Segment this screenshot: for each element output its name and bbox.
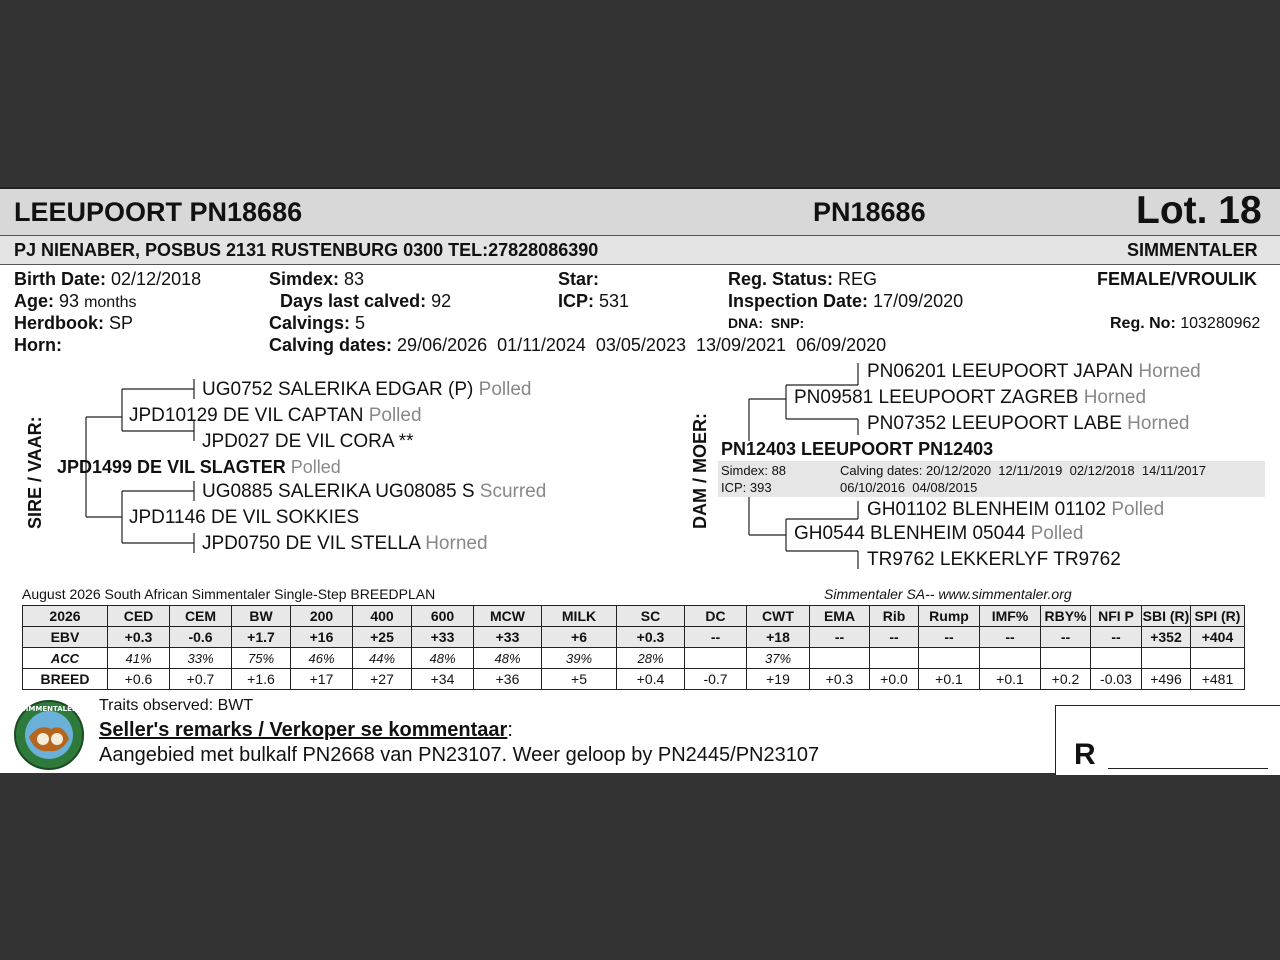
sire-sire-dam: JPD027 DE VIL CORA **	[202, 431, 414, 452]
horn-label: Horn:	[14, 335, 62, 355]
reg-status: Reg. Status: REG	[728, 269, 878, 289]
ebv-cell: BW	[232, 606, 291, 627]
ebv-cell: -0.7	[685, 669, 747, 690]
dam-dam-sire: GH01102 BLENHEIM 01102 Polled	[867, 499, 1165, 520]
herdbook: Herdbook: SP	[14, 313, 134, 333]
ebv-cell: 200	[291, 606, 353, 627]
icp: ICP: 531	[558, 291, 630, 311]
r-box	[1055, 705, 1280, 775]
dam-sire: PN09581 LEEUPOORT ZAGREB Horned	[794, 387, 1147, 408]
ebv-cell: +6	[542, 627, 617, 648]
sire-dam-dam: JPD0750 DE VIL STELLA Horned	[202, 533, 488, 554]
ebv-cell: +36	[474, 669, 542, 690]
ebv-cell	[1142, 648, 1191, 669]
ebv-cell: EBV	[23, 627, 108, 648]
breedplan-title: August 2026 South African Simmentaler Single-Step BREEDPLAN	[22, 586, 436, 602]
ebv-cell: CWT	[747, 606, 810, 627]
ebv-cell: MILK	[542, 606, 617, 627]
ebv-cell: 2026	[23, 606, 108, 627]
ebv-cell: NFI P	[1091, 606, 1142, 627]
ebv-cell: 48%	[474, 648, 542, 669]
sire-sire-sire: UG0752 SALERIKA EDGAR (P) Polled	[202, 379, 532, 400]
ebv-cell: +481	[1191, 669, 1245, 690]
ebv-cell: 39%	[542, 648, 617, 669]
dam-calving-dates: Calving dates: 20/12/2020 12/11/2019 02/12/2018 14/11/2017	[840, 463, 1206, 478]
owner-line: PJ NIENABER, POSBUS 2131 RUSTENBURG 0300 TEL:27828086390	[14, 240, 599, 260]
ebv-cell: -0.03	[1091, 669, 1142, 690]
ebv-cell: -0.6	[170, 627, 232, 648]
ebv-cell: 75%	[232, 648, 291, 669]
sire-dam-sire: UG0885 SALERIKA UG08085 S Scurred	[202, 481, 547, 502]
ebv-cell: +0.3	[108, 627, 170, 648]
ebv-cell	[980, 648, 1041, 669]
ebv-cell: EMA	[810, 606, 870, 627]
ebv-cell: --	[810, 627, 870, 648]
ebv-cell: BREED	[23, 669, 108, 690]
ebv-cell: IMF%	[980, 606, 1041, 627]
ebv-cell: 48%	[412, 648, 474, 669]
ebv-cell: +1.7	[232, 627, 291, 648]
ebv-cell: SPI (R)	[1191, 606, 1245, 627]
dam-sire-dam: PN07352 LEEUPOORT LABE Horned	[867, 413, 1190, 434]
ebv-cell: +18	[747, 627, 810, 648]
lot-card	[0, 187, 1280, 773]
ebv-cell	[870, 648, 919, 669]
dna-snp: DNA: SNP:	[728, 315, 805, 331]
ebv-cell: +0.4	[617, 669, 685, 690]
ebv-cell: +0.1	[980, 669, 1041, 690]
ebv-cell: --	[1091, 627, 1142, 648]
ebv-cell: 44%	[353, 648, 412, 669]
traits-observed: Traits observed: BWT	[99, 697, 254, 714]
simdex: Simdex: 83	[269, 269, 365, 289]
sex: FEMALE/VROULIK	[1097, 269, 1257, 289]
ebv-cell	[1041, 648, 1091, 669]
sire-label: SIRE / VAAR:	[25, 416, 45, 529]
inspection-date: Inspection Date: 17/09/2020	[728, 291, 964, 311]
lot-number: Lot. 18	[1136, 189, 1262, 232]
star-label: Star:	[558, 269, 600, 289]
ebv-table	[22, 605, 1245, 690]
ebv-cell: +25	[353, 627, 412, 648]
birth-date: Birth Date: 02/12/2018	[14, 269, 202, 289]
acc-row	[23, 648, 1245, 669]
sire-dam: JPD1146 DE VIL SOKKIES	[129, 507, 360, 528]
dam-dam-dam: TR9762 LEKKERLYF TR9762	[867, 549, 1121, 570]
ebv-cell: +0.2	[1041, 669, 1091, 690]
ebv-cell: DC	[685, 606, 747, 627]
remarks-title: Seller's remarks / Verkoper se kommentaar:	[99, 719, 513, 741]
ebv-cell: 41%	[108, 648, 170, 669]
age: Age: 93 months	[14, 291, 137, 311]
ebv-cell: +0.3	[810, 669, 870, 690]
reg-code: PN18686	[813, 197, 926, 227]
ebv-cell	[1091, 648, 1142, 669]
ebv-cell: SBI (R)	[1142, 606, 1191, 627]
ebv-cell: MCW	[474, 606, 542, 627]
ebv-cell: 37%	[747, 648, 810, 669]
dam-dam: GH0544 BLENHEIM 05044 Polled	[794, 523, 1084, 544]
ebv-cell: +352	[1142, 627, 1191, 648]
ebv-cell: SC	[617, 606, 685, 627]
ebv-cell: +0.1	[919, 669, 980, 690]
ebv-cell: Rib	[870, 606, 919, 627]
ebv-cell: +404	[1191, 627, 1245, 648]
ebv-cell: 28%	[617, 648, 685, 669]
ebv-cell: +496	[1142, 669, 1191, 690]
ebv-cell: +33	[412, 627, 474, 648]
ebv-cell: +0.6	[108, 669, 170, 690]
ebv-cell: Rump	[919, 606, 980, 627]
ebv-cell: ACC	[23, 648, 108, 669]
ebv-cell: 33%	[170, 648, 232, 669]
ebv-cell: --	[685, 627, 747, 648]
ebv-cell: +0.3	[617, 627, 685, 648]
simmentaler-logo	[13, 699, 85, 771]
ebv-cell: CED	[108, 606, 170, 627]
animal-name: LEEUPOORT PN18686	[14, 197, 303, 227]
sire: JPD1499 DE VIL SLAGTER Polled	[57, 457, 341, 477]
ebv-cell	[810, 648, 870, 669]
dam-name: PN12403 LEEUPOORT PN12403	[721, 439, 994, 459]
ebv-cell: --	[1041, 627, 1091, 648]
ebv-cell: 600	[412, 606, 474, 627]
ebv-cell: 400	[353, 606, 412, 627]
ebv-cell: --	[980, 627, 1041, 648]
ebv-cell: +34	[412, 669, 474, 690]
breed-avg-row	[23, 669, 1245, 690]
sire-sire: JPD10129 DE VIL CAPTAN Polled	[129, 405, 422, 426]
calvings: Calvings: 5	[269, 313, 366, 333]
ebv-header-row	[23, 606, 1245, 627]
ebv-cell: --	[919, 627, 980, 648]
ebv-cell: +16	[291, 627, 353, 648]
dam-simdex: Simdex: 88	[721, 463, 787, 478]
dam-label: DAM / MOER:	[690, 413, 710, 529]
dam-calving-dates-2: 06/10/2016 04/08/2015	[840, 480, 978, 495]
ebv-cell: +19	[747, 669, 810, 690]
ebv-cell: +33	[474, 627, 542, 648]
ebv-cell: +0.7	[170, 669, 232, 690]
ebv-cell	[1191, 648, 1245, 669]
ebv-cell: +27	[353, 669, 412, 690]
reg-no: Reg. No: 103280962	[1110, 315, 1261, 332]
ebv-cell: RBY%	[1041, 606, 1091, 627]
dam-sire-sire: PN06201 LEEUPOORT JAPAN Horned	[867, 361, 1201, 382]
ebv-cell: --	[870, 627, 919, 648]
calving-dates: Calving dates: 29/06/2026 01/11/2024 03/05/2023 13/09/2021 06/09/2020	[269, 335, 887, 355]
remarks-text: Aangebied met bulkalf PN2668 van PN23107. Weer geloop by PN2445/PN23107	[99, 744, 820, 766]
dam-icp: ICP: 393	[721, 480, 772, 495]
breedplan-site: Simmentaler SA-- www.simmentaler.org	[824, 586, 1072, 602]
breed-label: SIMMENTALER	[1127, 240, 1258, 260]
ebv-cell: +17	[291, 669, 353, 690]
ebv-cell	[919, 648, 980, 669]
r-label: R	[1074, 738, 1096, 771]
ebv-cell: +5	[542, 669, 617, 690]
ebv-cell: 46%	[291, 648, 353, 669]
days-last-calved: Days last calved: 92	[280, 291, 452, 311]
ebv-cell: +1.6	[232, 669, 291, 690]
ebv-row	[23, 627, 1245, 648]
ebv-cell: CEM	[170, 606, 232, 627]
ebv-cell	[685, 648, 747, 669]
r-signature-line[interactable]	[1108, 768, 1268, 769]
ebv-cell: +0.0	[870, 669, 919, 690]
svg-text:SIMMENTALER: SIMMENTALER	[20, 705, 78, 713]
